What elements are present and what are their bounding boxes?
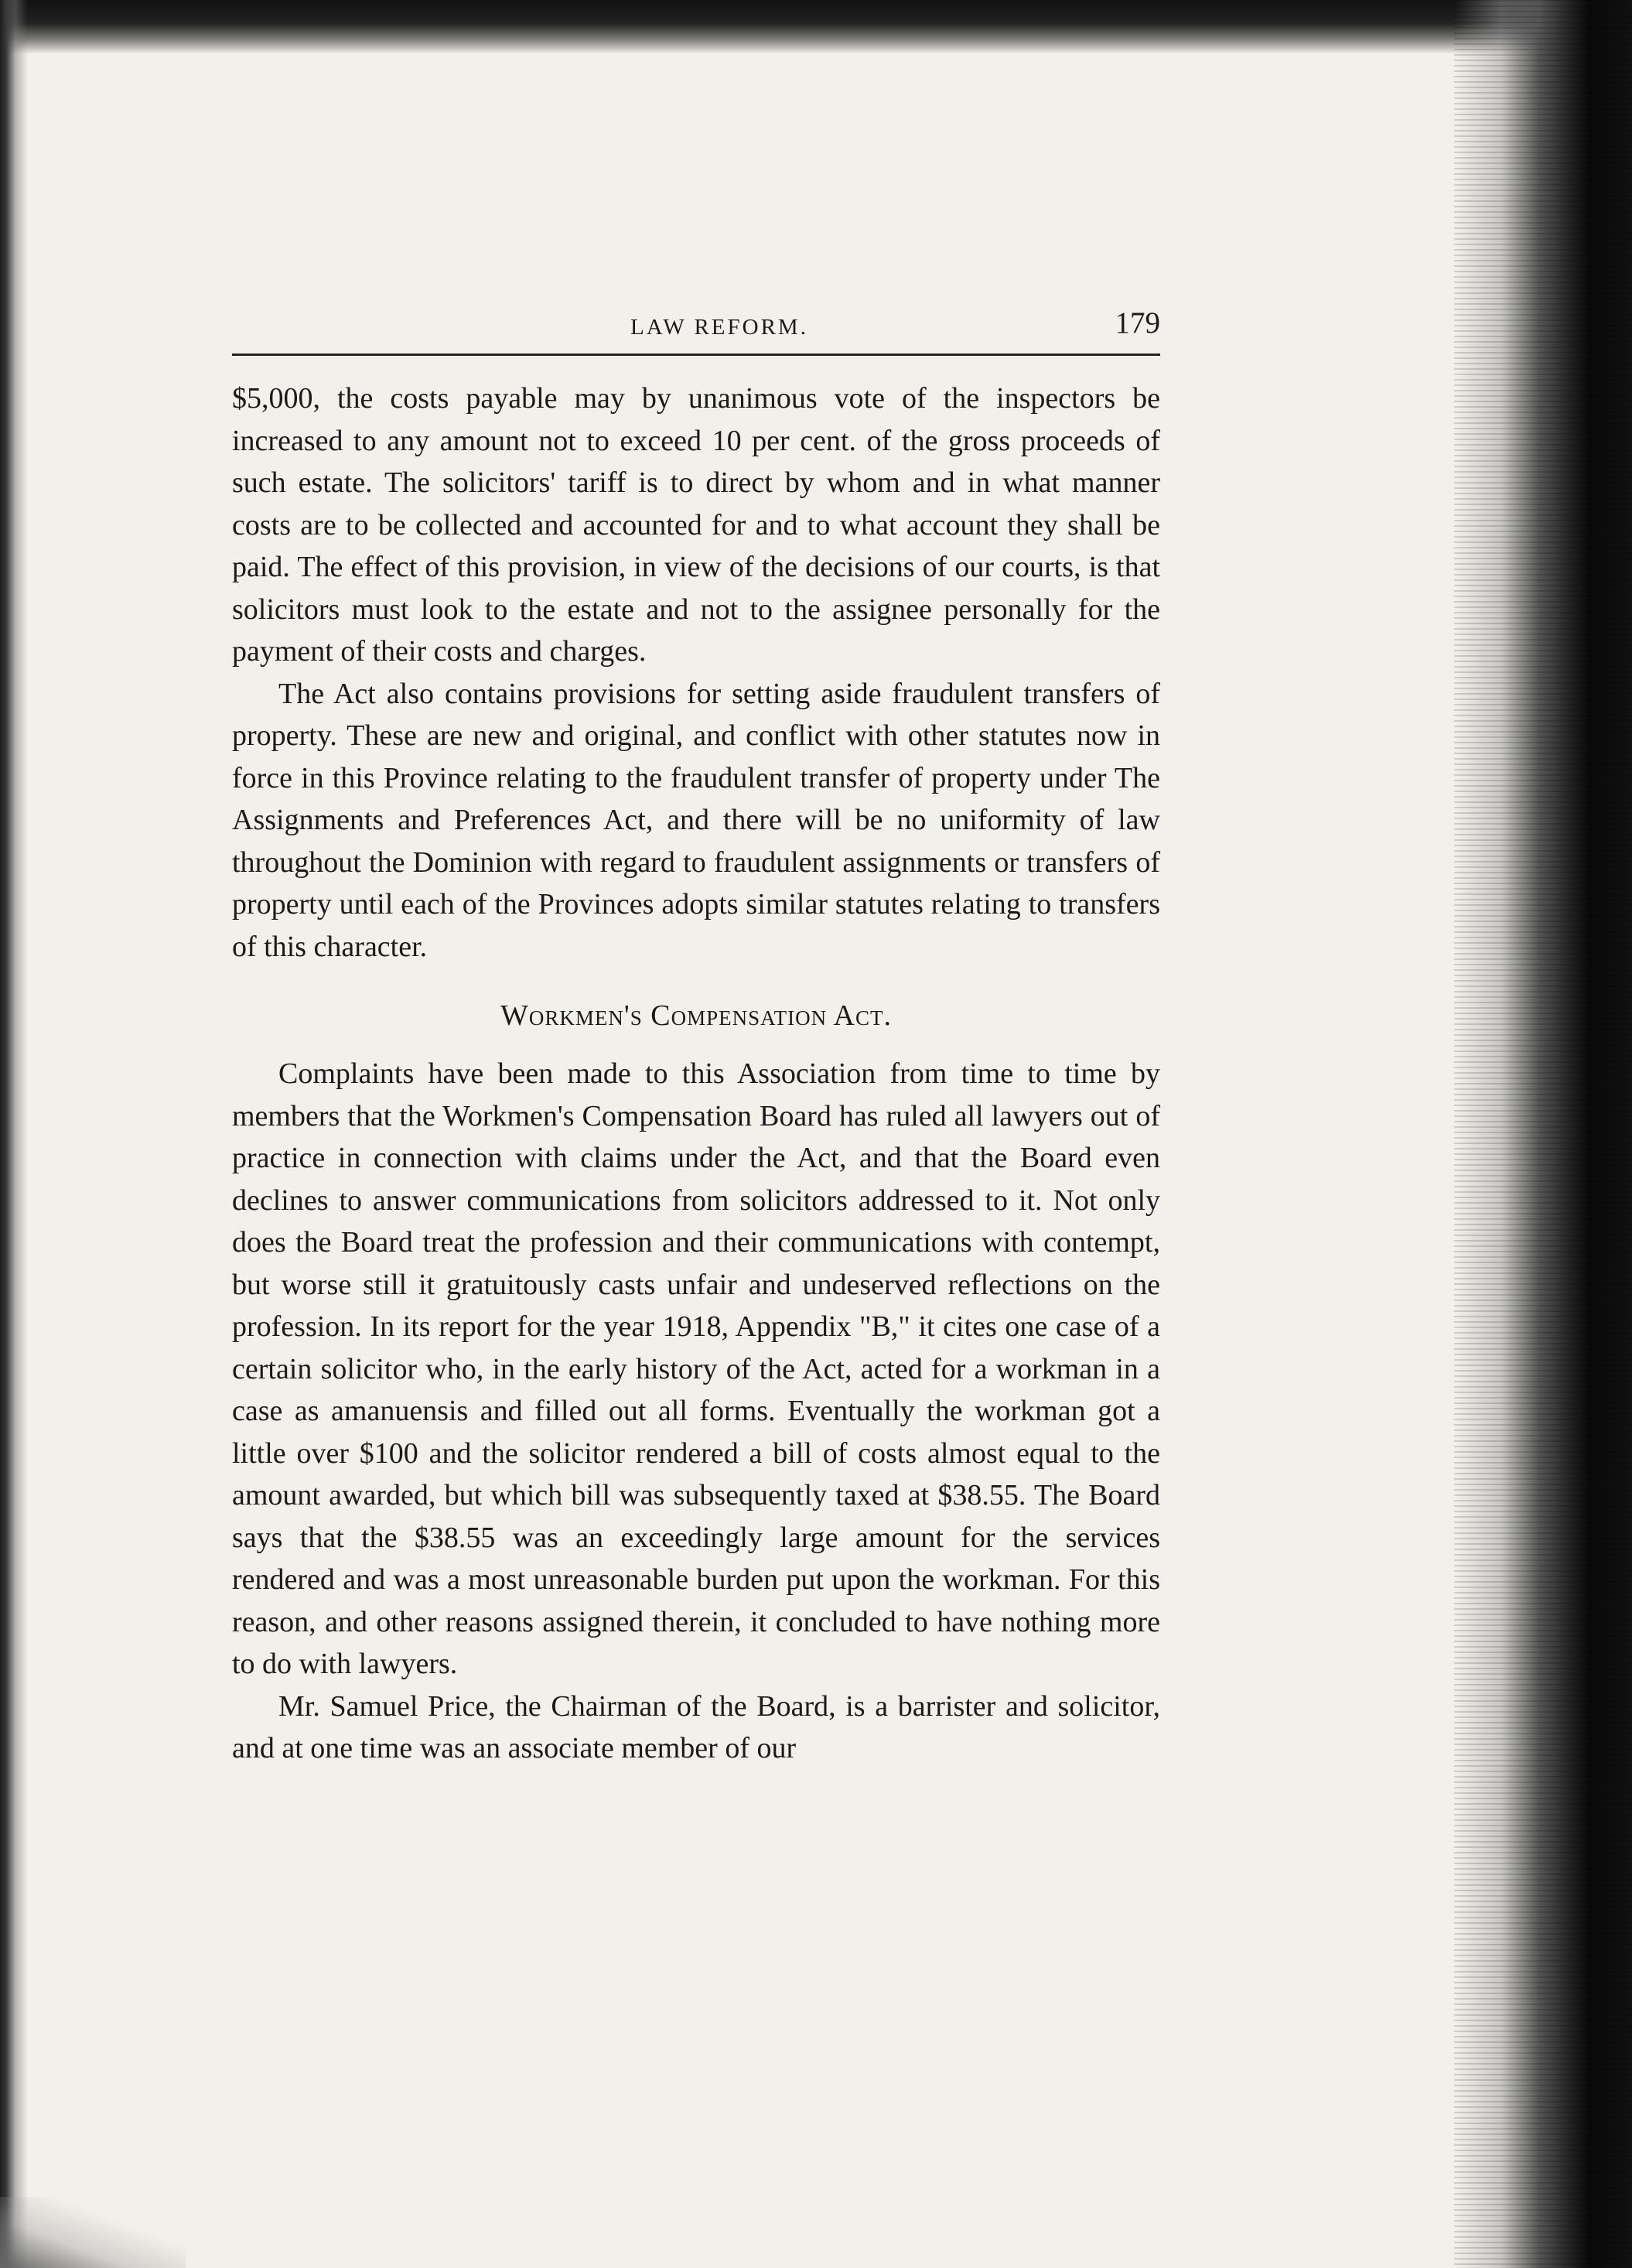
section-heading: Workmen's Compensation Act. [500, 999, 892, 1032]
body-text [232, 377, 1160, 1770]
paragraph: $5,000, the costs payable may by unanimous vote of the inspectors be increased to any amount not to exceed 10 per cent. of the gross proceeds of such estate. The solicitors' tariff is to direct by whom and in what manner costs are to be collected and accounted for and to what account they shall be paid. The effect of this provision, in view of the decisions of our courts, is that solicitors must look to the estate and not to the assignee personally for the payment of their costs and charges. [232, 382, 1160, 668]
scan-shadow-top [0, 0, 1632, 54]
scan-shadow-bottom [0, 2197, 186, 2268]
header-rule [232, 354, 1160, 356]
page-number: 179 [1115, 306, 1160, 340]
scan-shadow-left [0, 0, 28, 2268]
paragraph: Mr. Samuel Price, the Chairman of the Board, is a barrister and solicitor, and at one time was an associate member of our [232, 1689, 1160, 1764]
scan-binding-edge [1454, 0, 1632, 2268]
book-page [232, 306, 1160, 1770]
running-title: LAW REFORM. [630, 315, 808, 340]
running-head [232, 306, 1160, 354]
paragraph: Complaints have been made to this Association from time to time by members that the Workmen's Compensation Board has ruled all lawyers out of practice in connection with claims under the Act, and that the Board even declines to answer communications from solicitors addressed to it. Not only does the Board treat the profession and their communications with contempt, but worse still it gratuitously casts unfair and undeserved reflections on the profession. In its report for the year 1918, Appendix "B," it cites one case of a certain solicitor who, in the early history of the Act, acted for a workman in a case as amanuensis and filled out all forms. Eventually the workman got a little over $100 and the solicitor rendered a bill of costs almost equal to the amount awarded, but which bill was subsequently taxed at $38.55. The Board says that the $38.55 was an exceedingly large amount for the services rendered and was a most unreasonable burden put upon the workman. For this reason, and other reasons assigned therein, it concluded to have nothing more to do with lawyers. [232, 1057, 1160, 1680]
paragraph: The Act also contains provisions for setting aside fraudulent transfers of property. These are new and original, and conflict with other statutes now in force in this Province relating to the fraudulent transfer of property under The Assignments and Preferences Act, and there will be no uniformity of law throughout the Dominion with regard to fraudulent assignments or transfers of property until each of the Provinces adopts similar statutes relating to transfers of this character. [232, 677, 1160, 963]
